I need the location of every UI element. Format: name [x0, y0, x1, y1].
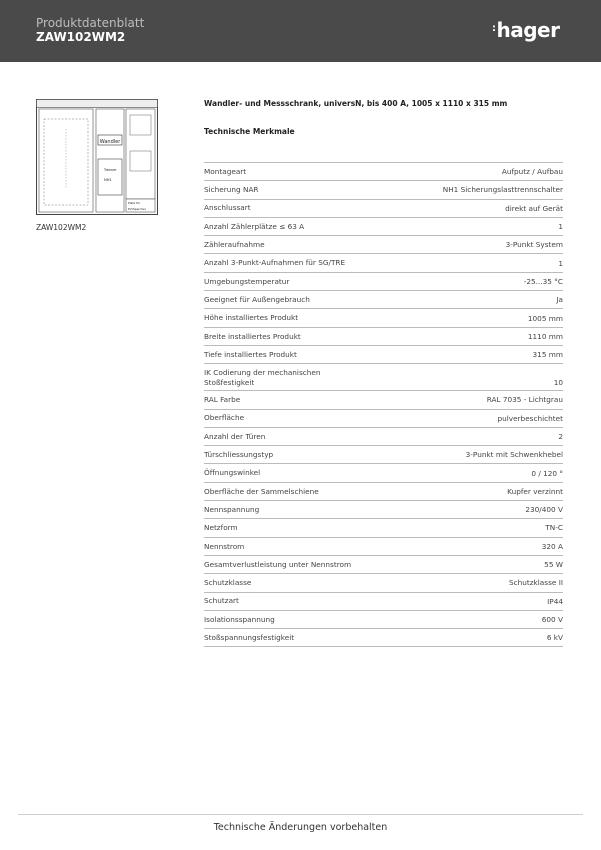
- product-image: [36, 99, 158, 215]
- svg-text:Wandler: Wandler: [99, 139, 121, 145]
- spec-row-schutzart: Schutzart IP44: [204, 593, 563, 611]
- spec-row-tiefe: Tiefe installiertes Produkt 315 mm: [204, 346, 563, 364]
- spec-row-sicherung-nar: Sicherung NAR NH1 Sicherungslasttrennschalter: [204, 181, 563, 199]
- spec-row-hoehe: Höhe installiertes Produkt 1005 mm: [204, 309, 563, 327]
- svg-text:Platz für: Platz für: [128, 201, 141, 205]
- spec-row-aussengebrauch: Geeignet für Außengebrauch Ja: [204, 291, 563, 309]
- svg-text:NH1: NH1: [104, 178, 112, 182]
- spec-row-verlustleistung: Gesamtverlustleistung unter Nennstrom 55 W: [204, 556, 563, 574]
- spec-table: [204, 162, 563, 647]
- spec-row-tuerschliessung: Türschliessungstyp 3-Punkt mit Schwenkhebel: [204, 446, 563, 464]
- hager-logo: :hager: [492, 18, 560, 42]
- spec-row-isolationsspannung: Isolationsspannung 600 V: [204, 611, 563, 629]
- spec-row-netzform: Netzform TN-C: [204, 519, 563, 537]
- footer-note: Technische Änderungen vorbehalten: [213, 822, 388, 833]
- spec-row-breite: Breite installiertes Produkt 1110 mm: [204, 328, 563, 346]
- spec-row-oeffnungswinkel: Öffnungswinkel 0 / 120 °: [204, 464, 563, 482]
- spec-row-anzahl-tueren: Anzahl der Türen 2: [204, 428, 563, 446]
- product-code: ZAW102WM2: [36, 30, 126, 44]
- image-caption: ZAW102WM2: [36, 223, 87, 232]
- spec-row-zaehlerplaetze: Anzahl Zählerplätze ≤ 63 A 1: [204, 218, 563, 236]
- spec-row-montageart: Montageart Aufputz / Aufbau: [204, 163, 563, 181]
- footer-divider: [18, 814, 583, 815]
- spec-row-oberflaeche: Oberfläche pulverbeschichtet: [204, 410, 563, 428]
- spec-row-nennspannung: Nennspannung 230/400 V: [204, 501, 563, 519]
- spec-row-zaehleraufnahme: Zähleraufnahme 3-Punkt System: [204, 236, 563, 254]
- section-title: Technische Merkmale: [204, 127, 295, 136]
- page-header: [0, 0, 601, 62]
- document-type: Produktdatenblatt: [36, 16, 145, 30]
- spec-row-schutzklasse: Schutzklasse Schutzklasse II: [204, 574, 563, 592]
- spec-row-ral-farbe: RAL Farbe RAL 7035 - Lichtgrau: [204, 391, 563, 409]
- spec-row-nennstrom: Nennstrom 320 A: [204, 538, 563, 556]
- spec-row-3punkt-aufnahmen: Anzahl 3-Punkt-Aufnahmen für SG/TRE 1: [204, 254, 563, 272]
- spec-row-stossspannung: Stoßspannungsfestigkeit 6 kV: [204, 629, 563, 647]
- product-title: Wandler- und Messschrank, universN, bis 400 A, 1005 x 1110 x 315 mm: [204, 99, 508, 108]
- svg-text:PV/Speicher: PV/Speicher: [128, 207, 146, 211]
- spec-row-anschlussart: Anschlussart direkt auf Gerät: [204, 200, 563, 218]
- svg-text:Trenner: Trenner: [104, 168, 117, 172]
- spec-row-umgebungstemperatur: Umgebungstemperatur -25...35 °C: [204, 273, 563, 291]
- spec-row-sammelschiene: Oberfläche der Sammelschiene Kupfer verzinnt: [204, 483, 563, 501]
- spec-row-ik-codierung: IK Codierung der mechanischen Stoßfestigkeit 10: [204, 364, 563, 391]
